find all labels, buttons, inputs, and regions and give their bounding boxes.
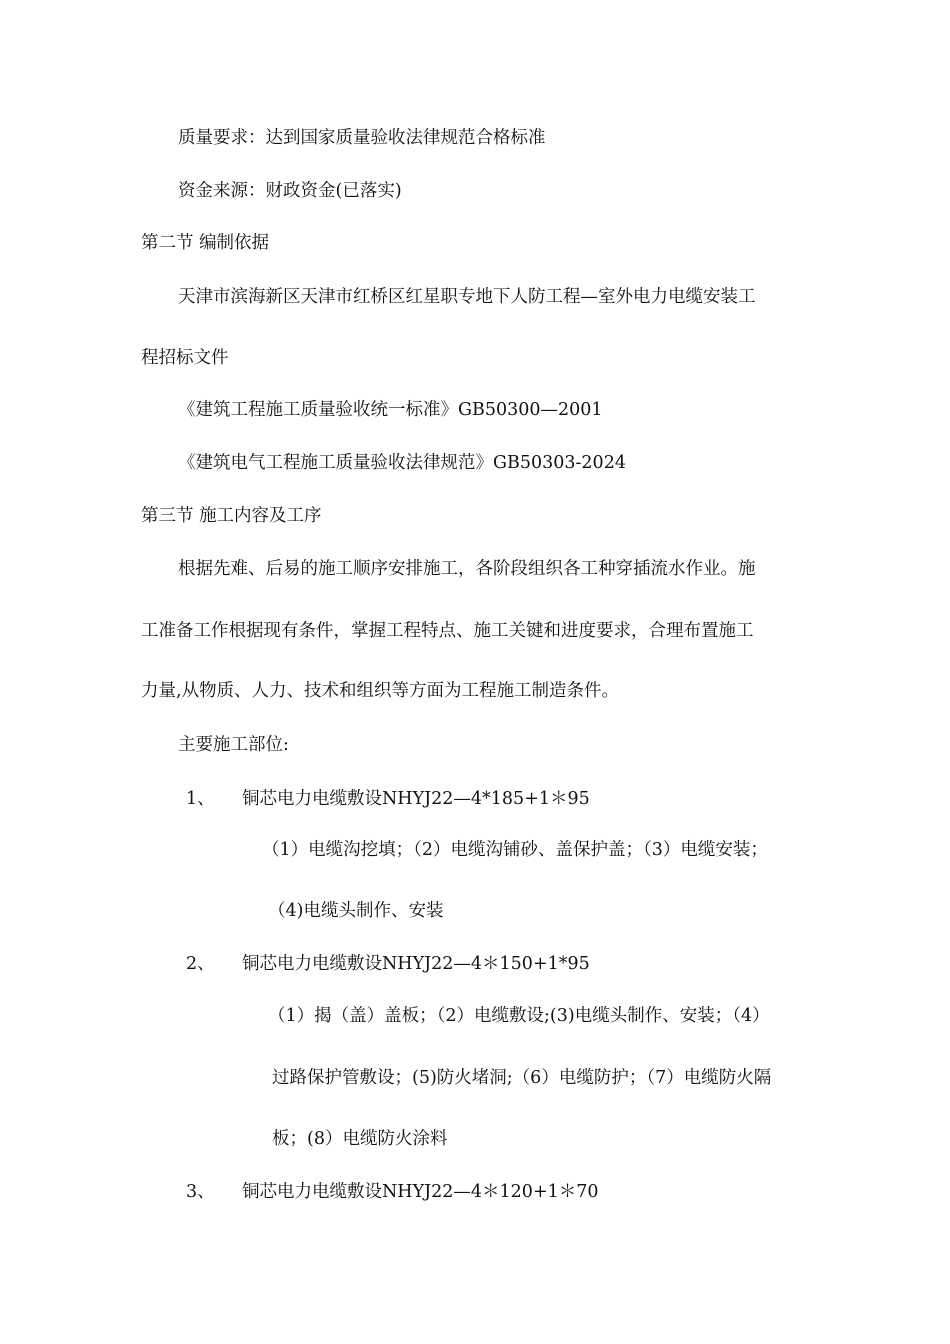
item-number: 1、 xyxy=(186,789,215,809)
item-subline: 过路保护管敷设；(5)防火堵洞;（6）电缆防护；（7）电缆防火隔 xyxy=(272,1068,772,1088)
item-subline: 板；(8）电缆防火涂料 xyxy=(272,1129,448,1149)
item-number: 2、 xyxy=(186,954,215,974)
basis-standard-gb50300: 《建筑工程施工质量验收统一标准》GB50300—2001 xyxy=(178,400,603,420)
funding-source: 资金来源：财政资金(已落实) xyxy=(178,181,402,201)
section-3-heading: 第三节 施工内容及工序 xyxy=(141,506,322,526)
item-title: 铜芯电力电缆敷设NHYJ22—4*185+1＊95 xyxy=(242,789,590,809)
basis-standard-gb50303: 《建筑电气工程施工质量验收法律规范》GB50303-2024 xyxy=(178,453,626,473)
basis-tender-docs-line1: 天津市滨海新区天津市红桥区红星职专地下人防工程—室外电力电缆安装工 xyxy=(178,287,756,307)
item-subline: （4)电缆头制作、安装 xyxy=(268,901,444,921)
quality-requirement: 质量要求：达到国家质量验收法律规范合格标准 xyxy=(178,128,546,148)
section-2-heading: 第二节 编制依据 xyxy=(141,233,270,253)
item-title: 铜芯电力电缆敷设NHYJ22—4＊120+1＊70 xyxy=(242,1182,599,1202)
construction-paragraph-line3: 力量,从物质、人力、技术和组织等方面为工程施工制造条件。 xyxy=(141,681,620,701)
construction-paragraph-line1: 根据先难、后易的施工顺序安排施工，各阶段组织各工种穿插流水作业。施 xyxy=(178,559,756,579)
item-subline: （1）揭（盖）盖板；（2）电缆敷设;(3)电缆头制作、安装；（4） xyxy=(268,1006,770,1026)
basis-tender-docs-line2: 程招标文件 xyxy=(141,348,229,368)
item-title: 铜芯电力电缆敷设NHYJ22—4＊150+1*95 xyxy=(242,954,590,974)
item-subline: （1）电缆沟挖填；（2）电缆沟铺砂、盖保护盖；（3）电缆安装； xyxy=(262,840,768,860)
construction-paragraph-line2: 工准备工作根据现有条件，掌握工程特点、施工关键和进度要求，合理布置施工 xyxy=(141,621,754,641)
main-parts-label: 主要施工部位: xyxy=(178,735,289,755)
item-number: 3、 xyxy=(186,1182,215,1202)
